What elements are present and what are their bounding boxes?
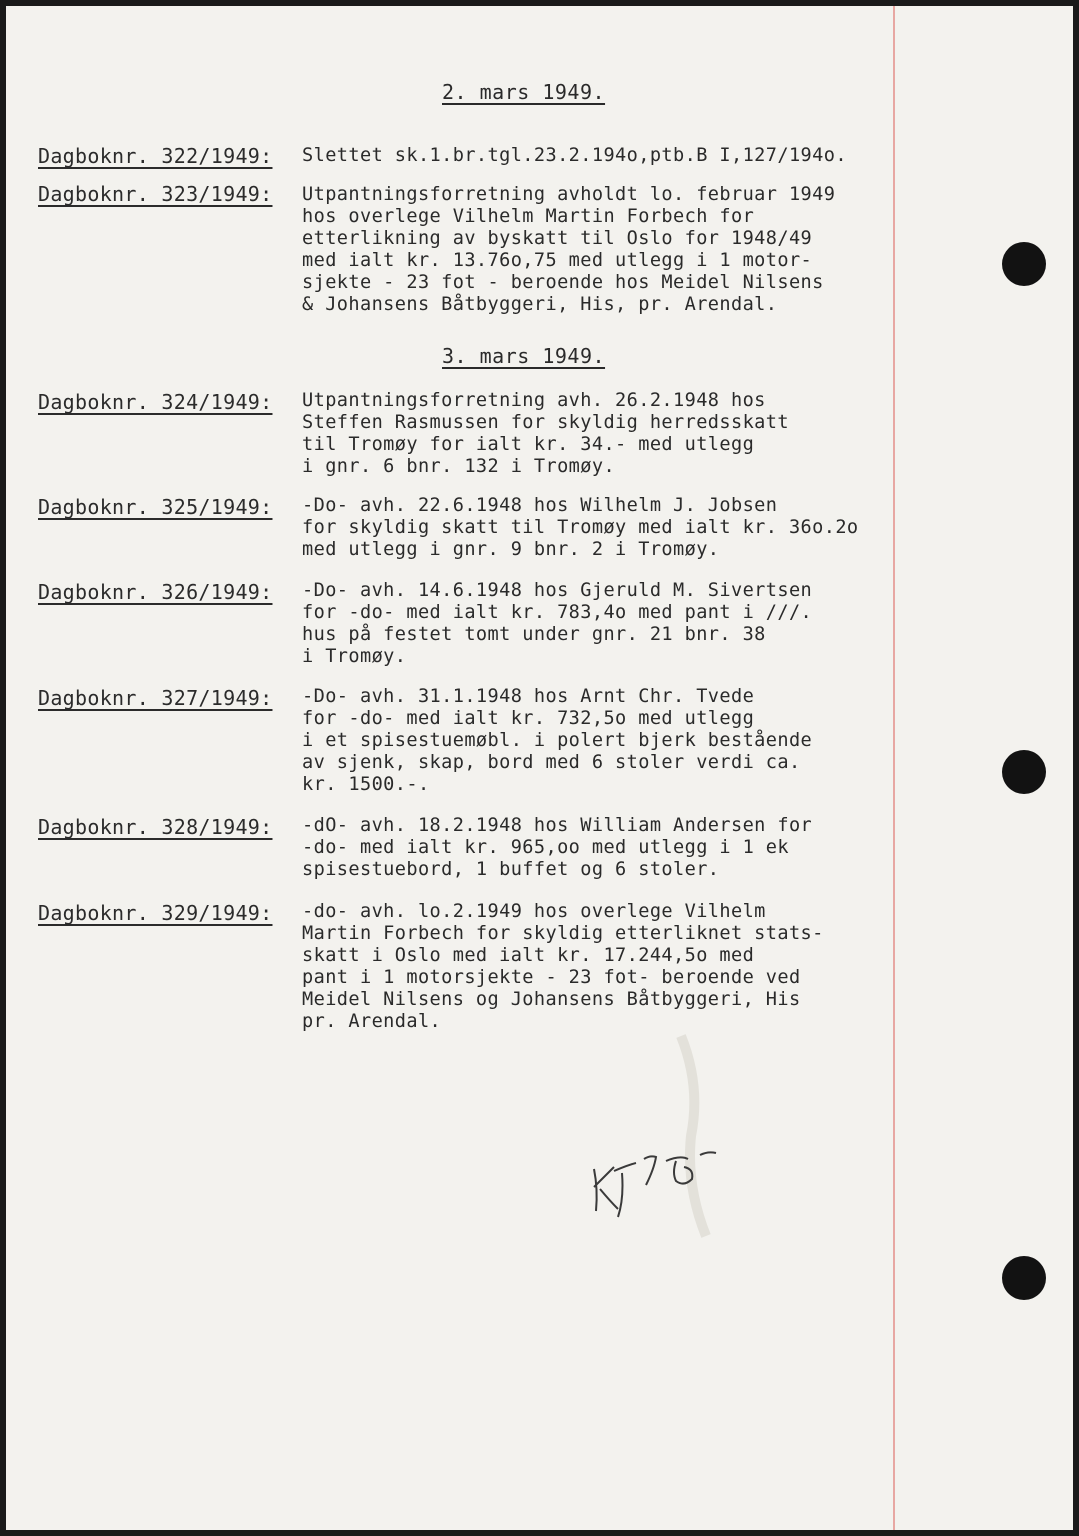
entry-reference: Dagboknr. 327/1949: [38,686,273,710]
date-heading: 2. mars 1949. [442,80,606,104]
entry-line: skatt i Oslo med ialt kr. 17.244,5o med [302,945,755,966]
entry-line: i et spisestuemøbl. i polert bjerk bestående [302,730,813,751]
entry-line: til Tromøy for ialt kr. 34.- med utlegg [302,434,755,455]
entry-reference: Dagboknr. 324/1949: [38,390,273,414]
entry-line: Meidel Nilsens og Johansens Båtbyggeri, His [302,989,801,1010]
entry-line: -Do- avh. 14.6.1948 hos Gjeruld M. Sivertsen [302,580,813,601]
entry-line: hus på festet tomt under gnr. 21 bnr. 38 [302,624,766,645]
document-page [6,6,1073,1530]
entry-reference: Dagboknr. 322/1949: [38,144,273,168]
entry-line: Utpantningsforretning avh. 26.2.1948 hos [302,390,766,411]
entry-line: Martin Forbech for skyldig etterliknet stats- [302,923,824,944]
entry-line: -Do- avh. 31.1.1948 hos Arnt Chr. Tvede [302,686,755,707]
entry-line: sjekte - 23 fot - beroende hos Meidel Nilsens [302,272,824,293]
entry-line: hos overlege Vilhelm Martin Forbech for [302,206,755,227]
entry-line: i Tromøy. [302,646,407,667]
entry-reference: Dagboknr. 329/1949: [38,901,273,925]
entry-line: pant i 1 motorsjekte - 23 fot- beroende ved [302,967,801,988]
entry-line: -do- avh. lo.2.1949 hos overlege Vilhelm [302,901,766,922]
entry-line: i gnr. 6 bnr. 132 i Tromøy. [302,456,616,477]
entry-line: spisestuebord, 1 buffet og 6 stoler. [302,859,720,880]
entry-line: av sjenk, skap, bord med 6 stoler verdi ca. [302,752,801,773]
entry-line: Utpantningsforretning avholdt lo. februar 1949 [302,184,836,205]
entry-reference: Dagboknr. 326/1949: [38,580,273,604]
punch-hole [1002,242,1046,286]
entry-line: etterlikning av byskatt til Oslo for 1948/49 [302,228,813,249]
punch-hole [1002,1256,1046,1300]
entry-line: kr. 1500.-. [302,774,430,795]
entry-line: for -do- med ialt kr. 783,4o med pant i ///. [302,602,813,623]
punch-hole [1002,750,1046,794]
entry-line: for skyldig skatt til Tromøy med ialt kr. 36o.2o [302,517,859,538]
red-margin-line [893,6,895,1530]
entry-line: -Do- avh. 22.6.1948 hos Wilhelm J. Jobsen [302,495,778,516]
entry-line: pr. Arendal. [302,1011,442,1032]
entry-line: med utlegg i gnr. 9 bnr. 2 i Tromøy. [302,539,720,560]
entry-reference: Dagboknr. 328/1949: [38,815,273,839]
entry-line: & Johansens Båtbyggeri, His, pr. Arendal. [302,294,778,315]
entry-reference: Dagboknr. 323/1949: [38,182,273,206]
entry-line: Slettet sk.1.br.tgl.23.2.194o,ptb.B I,127/194o. [302,145,847,166]
handwritten-initials [584,1129,724,1219]
entry-reference: Dagboknr. 325/1949: [38,495,273,519]
entry-line: Steffen Rasmussen for skyldig herredsskatt [302,412,789,433]
date-heading: 3. mars 1949. [442,344,606,368]
entry-line: for -do- med ialt kr. 732,5o med utlegg [302,708,755,729]
entry-line: med ialt kr. 13.76o,75 med utlegg i 1 motor- [302,250,813,271]
entry-line: -dO- avh. 18.2.1948 hos William Andersen for [302,815,813,836]
entry-line: -do- med ialt kr. 965,oo med utlegg i 1 ek [302,837,789,858]
